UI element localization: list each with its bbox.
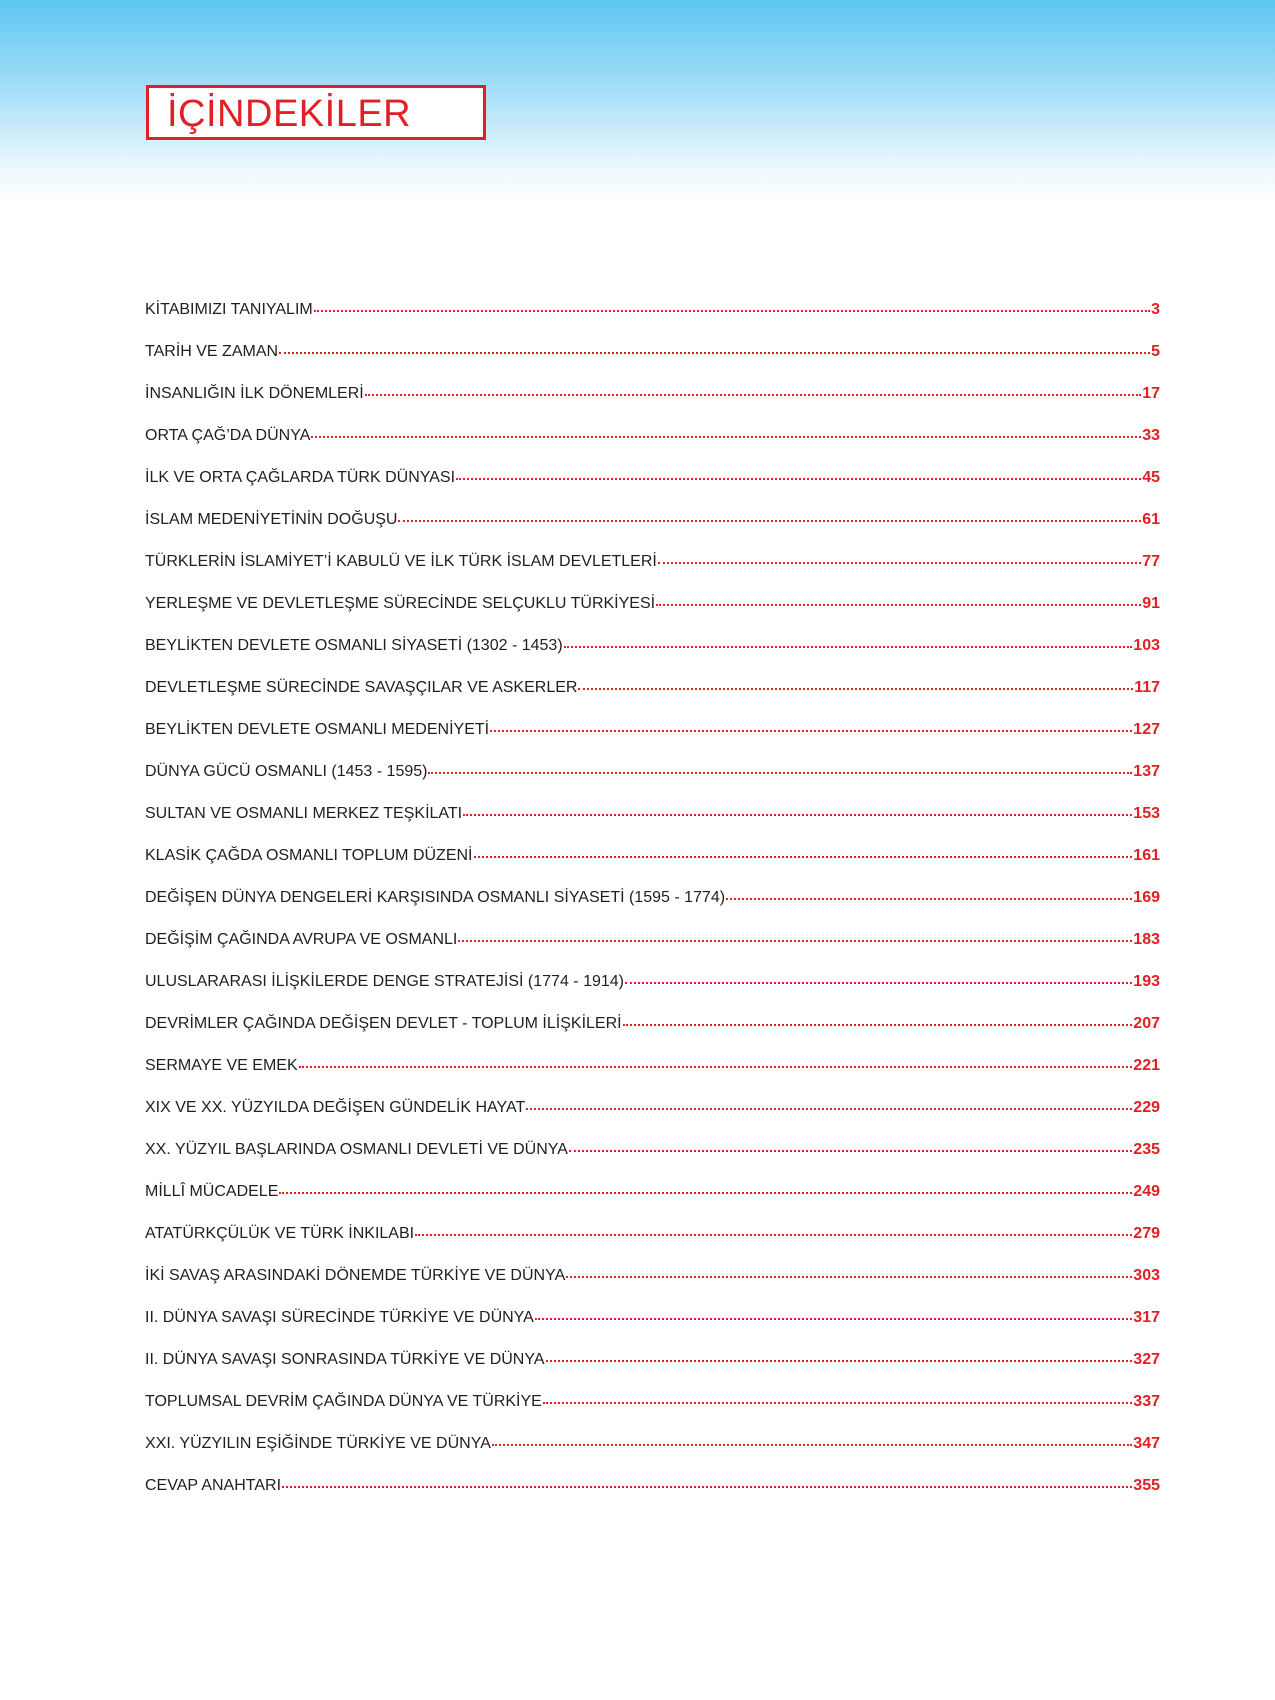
- dot-leader: [282, 1486, 1132, 1488]
- toc-entry-title: KLASİK ÇAĞDA OSMANLI TOPLUM DÜZENİ: [145, 847, 473, 864]
- page-title: İÇİNDEKİLER: [167, 93, 412, 135]
- dot-leader: [526, 1108, 1132, 1110]
- toc-entry[interactable]: [145, 888, 1160, 930]
- title-box: [146, 85, 486, 140]
- toc-entry-title: XXI. YÜZYILIN EŞİĞİNDE TÜRKİYE VE DÜNYA: [145, 1435, 491, 1452]
- dot-leader: [543, 1402, 1132, 1404]
- toc-entry[interactable]: [145, 1434, 1160, 1476]
- toc-entry[interactable]: [145, 636, 1160, 678]
- toc-entry-title: II. DÜNYA SAVAŞI SONRASINDA TÜRKİYE VE DÜNYA: [145, 1351, 545, 1368]
- toc-entry[interactable]: [145, 1182, 1160, 1224]
- dot-leader: [658, 562, 1141, 564]
- toc-entry[interactable]: [145, 1350, 1160, 1392]
- dot-leader: [279, 352, 1150, 354]
- toc-entry-title: MİLLÎ MÜCADELE: [145, 1183, 279, 1200]
- toc-entry[interactable]: [145, 594, 1160, 636]
- dot-leader: [623, 1024, 1133, 1026]
- toc-entry[interactable]: [145, 678, 1160, 720]
- toc-entry-page-number: 303: [1133, 1267, 1160, 1284]
- toc-entry-title: YERLEŞME VE DEVLETLEŞME SÜRECİNDE SELÇUKLU TÜRKİYESİ: [145, 595, 656, 612]
- toc-entry[interactable]: [145, 342, 1160, 384]
- toc-entry-page-number: 153: [1133, 805, 1160, 822]
- toc-entry-page-number: 235: [1133, 1141, 1160, 1158]
- toc-entry[interactable]: [145, 1140, 1160, 1182]
- dot-leader: [546, 1360, 1133, 1362]
- toc-entry[interactable]: [145, 510, 1160, 552]
- toc-entry-title: XX. YÜZYIL BAŞLARINDA OSMANLI DEVLETİ VE DÜNYA: [145, 1141, 568, 1158]
- dot-leader: [415, 1234, 1132, 1236]
- toc-entry-title: BEYLİKTEN DEVLETE OSMANLI MEDENİYETİ: [145, 721, 490, 738]
- toc-entry[interactable]: [145, 426, 1160, 468]
- dot-leader: [656, 604, 1141, 606]
- toc-entry-title: ORTA ÇAĞ’DA DÜNYA: [145, 427, 311, 444]
- toc-entry[interactable]: [145, 972, 1160, 1014]
- toc-entry-title: SULTAN VE OSMANLI MERKEZ TEŞKİLATI: [145, 805, 463, 822]
- dot-leader: [569, 1150, 1132, 1152]
- toc-entry-title: KİTABIMIZI TANIYALIM: [145, 301, 313, 318]
- toc-entry-page-number: 355: [1133, 1477, 1160, 1494]
- toc-entry-title: İKİ SAVAŞ ARASINDAKİ DÖNEMDE TÜRKİYE VE DÜNYA: [145, 1267, 566, 1284]
- toc-entry[interactable]: [145, 552, 1160, 594]
- toc-entry-page-number: 77: [1142, 553, 1160, 570]
- dot-leader: [625, 982, 1132, 984]
- dot-leader: [474, 856, 1133, 858]
- toc-entry-page-number: 137: [1133, 763, 1160, 780]
- toc-entry-page-number: 161: [1133, 847, 1160, 864]
- toc-entry-page-number: 279: [1133, 1225, 1160, 1242]
- toc-entry[interactable]: [145, 1224, 1160, 1266]
- toc-entry[interactable]: [145, 1392, 1160, 1434]
- toc-entry-title: ULUSLARARASI İLİŞKİLERDE DENGE STRATEJİSİ (1774 - 1914): [145, 973, 624, 990]
- dot-leader: [458, 940, 1132, 942]
- toc-entry-page-number: 169: [1133, 889, 1160, 906]
- toc-entry-page-number: 127: [1133, 721, 1160, 738]
- toc-entry[interactable]: [145, 1476, 1160, 1518]
- dot-leader: [578, 688, 1133, 690]
- toc-entry-page-number: 5: [1151, 343, 1160, 360]
- toc-entry-title: İSLAM MEDENİYETİNİN DOĞUŞU: [145, 511, 398, 528]
- dot-leader: [492, 1444, 1132, 1446]
- toc-entry-page-number: 17: [1142, 385, 1160, 402]
- dot-leader: [564, 646, 1133, 648]
- dot-leader: [490, 730, 1132, 732]
- toc-entry[interactable]: [145, 384, 1160, 426]
- toc-entry-title: DEĞİŞİM ÇAĞINDA AVRUPA VE OSMANLI: [145, 931, 458, 948]
- toc-entry-page-number: 327: [1133, 1351, 1160, 1368]
- dot-leader: [311, 436, 1141, 438]
- toc-entry-page-number: 61: [1142, 511, 1160, 528]
- toc-entry-title: TOPLUMSAL DEVRİM ÇAĞINDA DÜNYA VE TÜRKİYE: [145, 1393, 542, 1410]
- toc-entry[interactable]: [145, 762, 1160, 804]
- toc-entry-title: DEVRİMLER ÇAĞINDA DEĞİŞEN DEVLET - TOPLUM İLİŞKİLERİ: [145, 1015, 622, 1032]
- toc-entry-title: TÜRKLERİN İSLAMİYET’İ KABULÜ VE İLK TÜRK İSLAM DEVLETLERİ: [145, 553, 657, 570]
- toc-entry-title: SERMAYE VE EMEK: [145, 1057, 298, 1074]
- toc-entry-title: DEĞİŞEN DÜNYA DENGELERİ KARŞISINDA OSMANLI SİYASETİ (1595 - 1774): [145, 889, 726, 906]
- dot-leader: [428, 772, 1132, 774]
- toc-entry-page-number: 249: [1133, 1183, 1160, 1200]
- dot-leader: [535, 1318, 1132, 1320]
- dot-leader: [398, 520, 1141, 522]
- toc-entry-page-number: 117: [1134, 679, 1160, 696]
- table-of-contents: [145, 300, 1160, 1518]
- toc-entry-page-number: 347: [1133, 1435, 1160, 1452]
- toc-entry-page-number: 33: [1142, 427, 1160, 444]
- toc-entry-title: TARİH VE ZAMAN: [145, 343, 279, 360]
- dot-leader: [365, 394, 1141, 396]
- toc-entry-page-number: 221: [1133, 1057, 1160, 1074]
- toc-entry-title: BEYLİKTEN DEVLETE OSMANLI SİYASETİ (1302 - 1453): [145, 637, 563, 654]
- dot-leader: [279, 1192, 1132, 1194]
- toc-entry[interactable]: [145, 300, 1160, 342]
- toc-entry[interactable]: [145, 720, 1160, 762]
- dot-leader: [566, 1276, 1132, 1278]
- toc-entry-page-number: 207: [1133, 1015, 1160, 1032]
- toc-entry[interactable]: [145, 1098, 1160, 1140]
- toc-entry[interactable]: [145, 930, 1160, 972]
- toc-entry-title: İLK VE ORTA ÇAĞLARDA TÜRK DÜNYASI: [145, 469, 456, 486]
- toc-entry-title: DÜNYA GÜCÜ OSMANLI (1453 - 1595): [145, 763, 428, 780]
- toc-entry-title: CEVAP ANAHTARI: [145, 1477, 282, 1494]
- dot-leader: [456, 478, 1141, 480]
- toc-entry-page-number: 229: [1133, 1099, 1160, 1116]
- toc-entry[interactable]: [145, 1014, 1160, 1056]
- toc-entry-page-number: 183: [1133, 931, 1160, 948]
- toc-entry-title: İNSANLIĞIN İLK DÖNEMLERİ: [145, 385, 364, 402]
- dot-leader: [314, 310, 1150, 312]
- toc-entry-page-number: 317: [1133, 1309, 1160, 1326]
- toc-entry[interactable]: [145, 468, 1160, 510]
- toc-entry-page-number: 193: [1133, 973, 1160, 990]
- dot-leader: [299, 1066, 1133, 1068]
- toc-entry[interactable]: [145, 1056, 1160, 1098]
- dot-leader: [726, 898, 1132, 900]
- toc-entry-title: ATATÜRKÇÜLÜK VE TÜRK İNKILABI: [145, 1225, 415, 1242]
- toc-entry[interactable]: [145, 846, 1160, 888]
- toc-entry-page-number: 337: [1133, 1393, 1160, 1410]
- toc-entry-page-number: 103: [1133, 637, 1160, 654]
- toc-entry[interactable]: [145, 1266, 1160, 1308]
- toc-entry-page-number: 3: [1151, 301, 1160, 318]
- toc-entry[interactable]: [145, 804, 1160, 846]
- dot-leader: [463, 814, 1132, 816]
- toc-entry-title: XIX VE XX. YÜZYILDA DEĞİŞEN GÜNDELİK HAYAT: [145, 1099, 526, 1116]
- toc-entry-page-number: 45: [1142, 469, 1160, 486]
- toc-entry[interactable]: [145, 1308, 1160, 1350]
- toc-entry-page-number: 91: [1142, 595, 1160, 612]
- toc-entry-title: DEVLETLEŞME SÜRECİNDE SAVAŞÇILAR VE ASKERLER: [145, 679, 578, 696]
- toc-entry-title: II. DÜNYA SAVAŞI SÜRECİNDE TÜRKİYE VE DÜNYA: [145, 1309, 534, 1326]
